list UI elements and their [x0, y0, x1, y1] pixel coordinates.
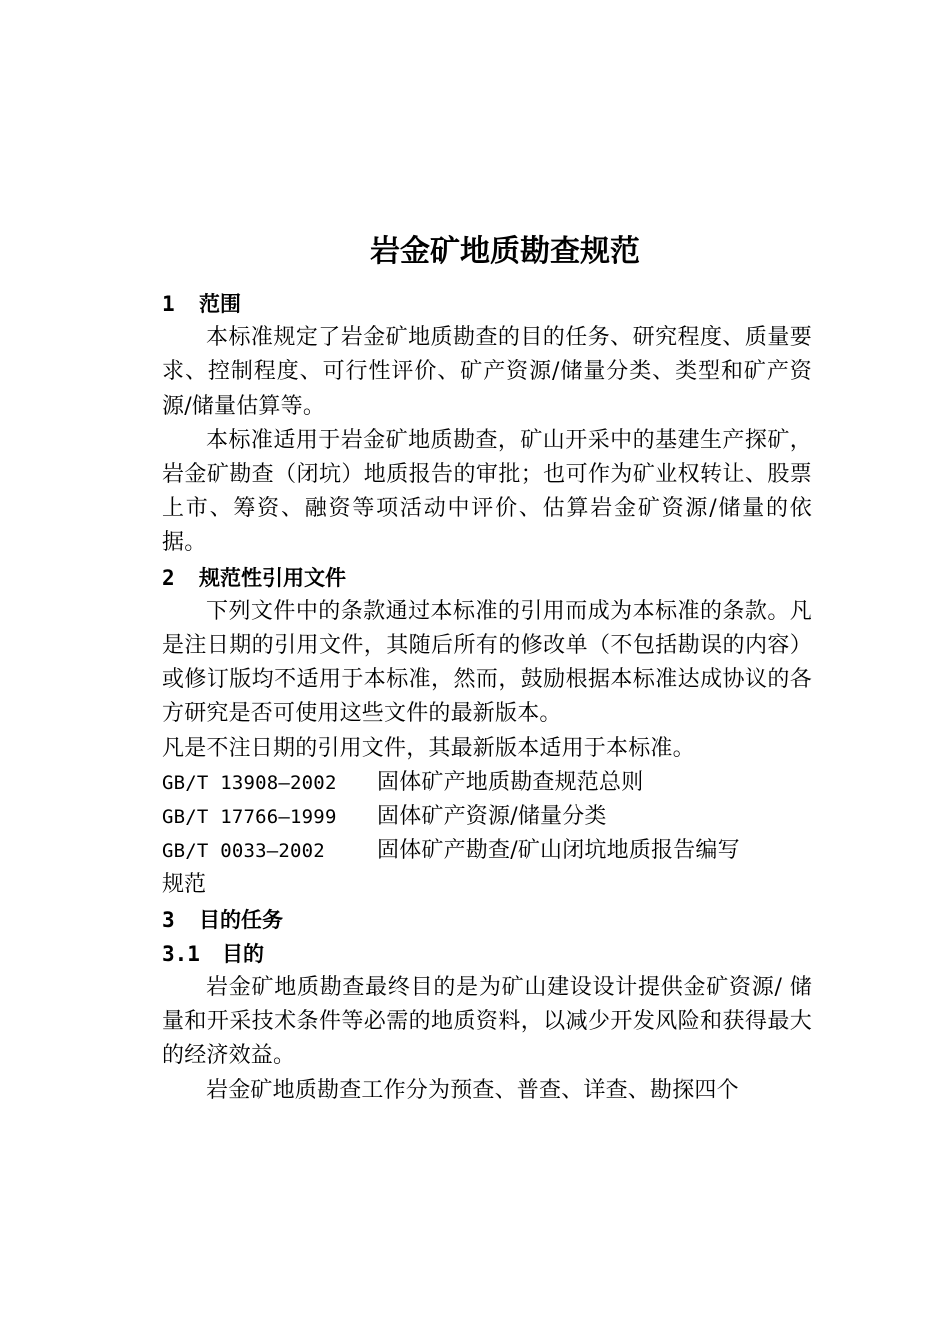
section-3-1-paragraph-1: 岩金矿地质勘查最终目的是为矿山建设设计提供金矿资源/ 储量和开采技术条件等必需的地质资料，以减少开发风险和获得最大的经济效益。	[162, 975, 812, 1069]
reference-title: 固体矿产勘查/矿山闭坑地质报告编写	[377, 838, 740, 864]
section-3-1-heading	[162, 937, 812, 971]
reference-item	[162, 834, 812, 868]
section-2-number: 2	[162, 565, 175, 590]
reference-continuation: 规范	[162, 872, 207, 898]
reference-item	[162, 800, 812, 834]
section-3-title: 目的任务	[199, 907, 283, 932]
reference-code: GB/T 0033—2002	[162, 840, 325, 863]
reference-title: 固体矿产资源/储量分类	[377, 804, 607, 830]
document-title: 岩金矿地质勘查规范	[370, 234, 640, 269]
document-body	[162, 287, 812, 1108]
section-2-paragraph: 下列文件中的条款通过本标准的引用而成为本标准的条款。凡是注日期的引用文件，其随后所有的修改单（不包括勘误的内容）或修订版均不适用于本标准，然而，鼓励根据本标准达成协议的各方研究是否可使用这些文件的最新版本。	[162, 598, 812, 727]
section-1-heading	[162, 287, 812, 321]
reference-code: GB/T 13908—2002	[162, 771, 337, 794]
section-1-paragraph-1: 本标准规定了岩金矿地质勘查的目的任务、研究程度、质量要求、控制程度、可行性评价、矿产资源/储量分类、类型和矿产资源/储量估算等。	[162, 325, 812, 419]
section-2-heading	[162, 561, 812, 595]
section-3-number: 3	[162, 907, 175, 932]
reference-code: GB/T 17766—1999	[162, 806, 337, 829]
section-1-paragraph-2: 本标准适用于岩金矿地质勘查，矿山开采中的基建生产探矿，岩金矿勘查（闭坑）地质报告的审批；也可作为矿业权转让、股票上市、筹资、融资等项活动中评价、估算岩金矿资源/储量的依据。	[162, 427, 812, 556]
section-3-1-title: 目的	[222, 941, 264, 966]
reference-item	[162, 766, 812, 800]
section-1-title: 范围	[199, 292, 241, 316]
section-3-heading	[162, 903, 812, 937]
reference-title: 固体矿产地质勘查规范总则	[377, 769, 644, 795]
section-2-paragraph-2: 凡是不注日期的引用文件，其最新版本适用于本标准。	[162, 735, 695, 761]
section-3-1-number: 3.1	[162, 941, 200, 966]
section-2-title: 规范性引用文件	[199, 565, 346, 590]
section-1-number: 1	[162, 292, 175, 316]
section-3-1-paragraph-2: 岩金矿地质勘查工作分为预查、普查、详查、勘探四个	[206, 1077, 739, 1103]
